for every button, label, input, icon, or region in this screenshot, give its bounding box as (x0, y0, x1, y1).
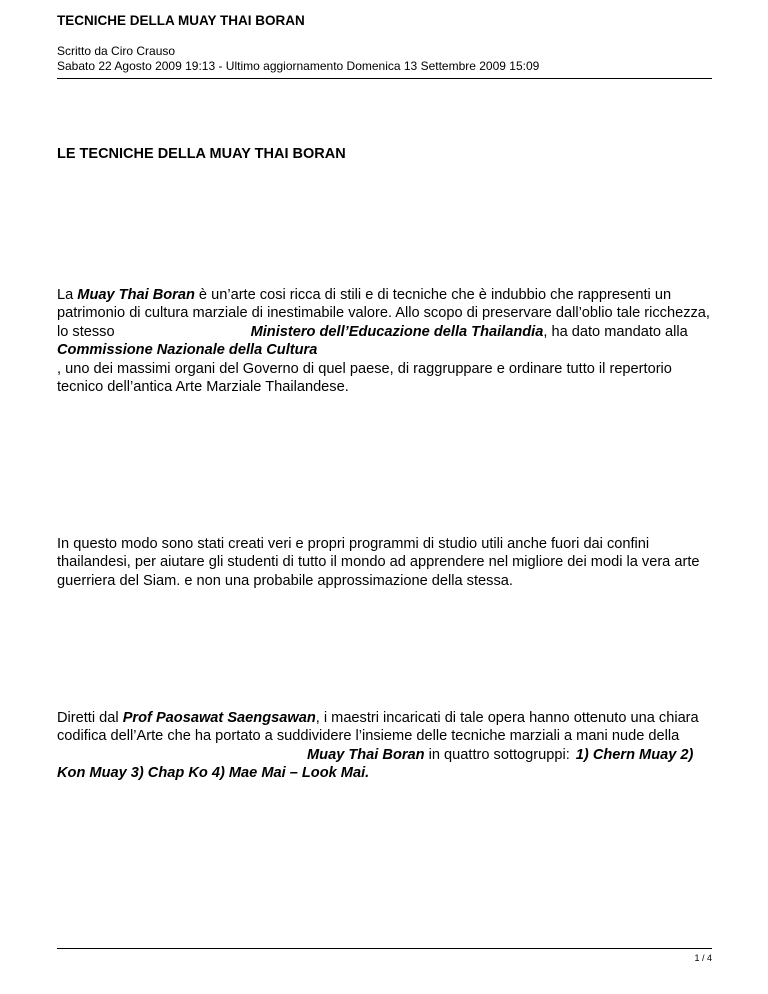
p3-emphasis-1: Prof Paosawat Saengsawan (122, 710, 316, 726)
paragraph-2: In questo modo sono stati creati veri e propri programmi di studio utili anche fuori dai confini thailandesi, per aiutare gli studenti di tutto il mondo ad apprendere nel migliore dei modi la vera arte guerriera del Siam. e non una probabile approssimazione della stessa. (57, 536, 700, 589)
p1-text-2: è un’arte cosi ricca di stili e di tecniche che è indubbio che rappresenti un patrimonio di cultura marziale di inestimabile valore. Allo scopo di preservare dall’oblio tale ricchezza, lo stesso (57, 287, 710, 340)
page-number: 1 / 4 (694, 953, 712, 963)
p1-emphasis-3: Commissione Nazionale della Cultura (57, 342, 318, 359)
p3-emphasis-2: Muay Thai Boran (307, 746, 425, 763)
p3-text-3: in quattro sottogruppi: (424, 746, 570, 763)
paragraph-1 (57, 286, 717, 396)
p3-emphasis-3: 1) Chern Muay 2) Kon Muay 3) Chap Ko 4) Mae Mai – Look Mai. (57, 746, 694, 782)
article-meta (57, 44, 539, 74)
article-heading: LE TECNICHE DELLA MUAY THAI BORAN (57, 146, 346, 162)
p3-text-2: , i maestri incaricati di tale opera hanno ottenuto una chiara codifica dell’Arte che ha portato a suddividere l’insieme delle tecniche marziali a mani nude della (57, 710, 699, 745)
p1-text-3: , ha dato mandato alla (543, 323, 688, 340)
author-line: Scritto da Ciro Crauso (57, 44, 176, 58)
paragraph-3 (57, 709, 717, 783)
header-divider (57, 78, 712, 79)
p3-text-1: Diretti dal (57, 710, 123, 726)
date-line: Sabato 22 Agosto 2009 19:13 - Ultimo aggiornamento Domenica 13 Settembre 2009 15:09 (57, 59, 540, 73)
p1-text-4: , uno dei massimi organi del Governo di quel paese, di raggruppare e ordinare tutto il repertorio tecnico dell’antica Arte Marziale Thailandese. (57, 360, 672, 396)
p1-emphasis-2: Ministero dell’Educazione della Thailandia (250, 323, 544, 340)
p1-emphasis-1: Muay Thai Boran (77, 287, 195, 303)
document-title: TECNICHE DELLA MUAY THAI BORAN (57, 13, 305, 28)
footer-divider (57, 948, 712, 949)
p1-text-1: La (57, 287, 78, 303)
